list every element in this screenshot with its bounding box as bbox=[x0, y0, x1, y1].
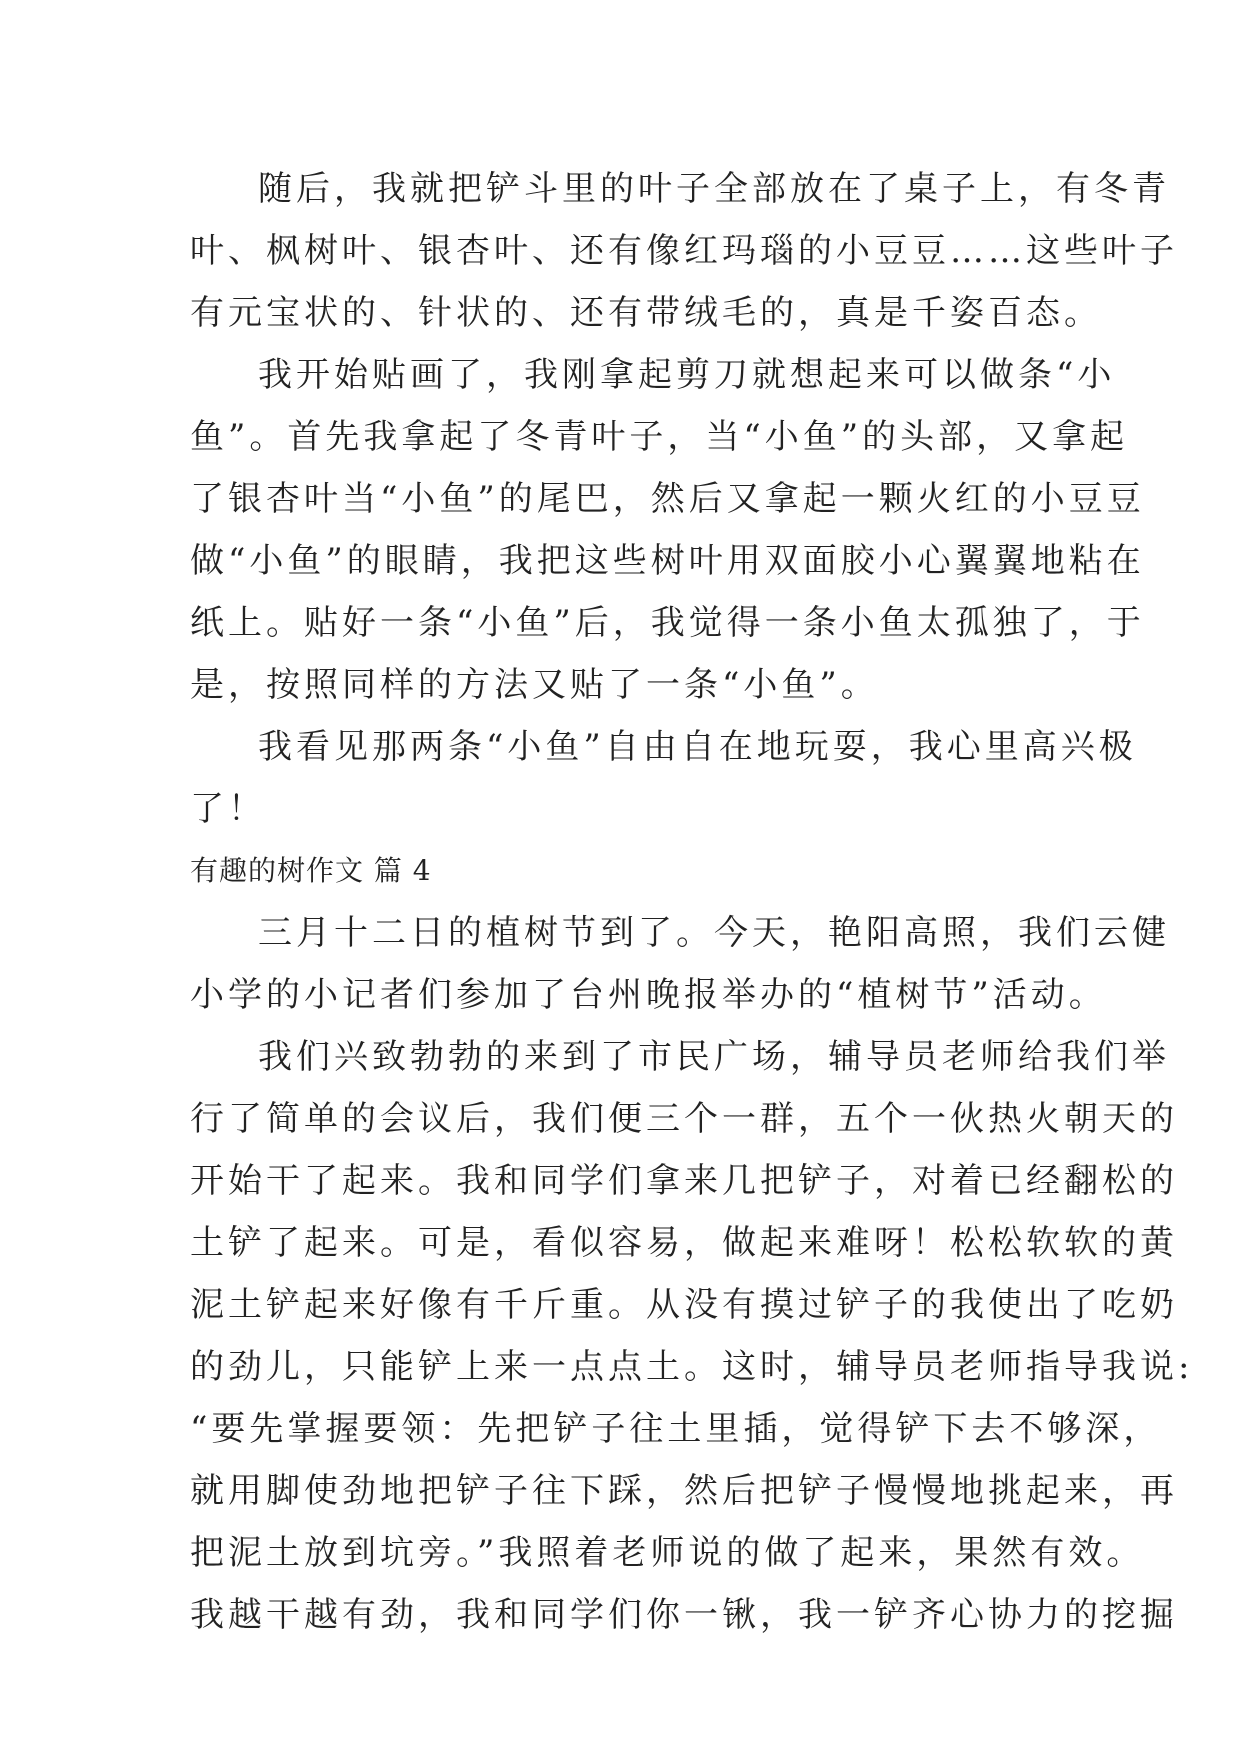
text-line: 泥土铲起来好像有千斤重。从没有摸过铲子的我使出了吃奶 bbox=[190, 1285, 1178, 1325]
text-line: “要先掌握要领：先把铲子往土里插，觉得铲下去不够深， bbox=[190, 1409, 1162, 1449]
paragraph-5 bbox=[190, 1026, 1194, 1646]
text-line: 土铲了起来。可是，看似容易，做起来难呀！松松软软的黄 bbox=[190, 1223, 1178, 1263]
text-line: 有元宝状的、针状的、还有带绒毛的，真是千姿百态。 bbox=[190, 293, 1102, 333]
text-line: 鱼”。首先我拿起了冬青叶子，当“小鱼”的头部，又拿起 bbox=[190, 417, 1129, 457]
text-line: 纸上。贴好一条“小鱼”后，我觉得一条小鱼太孤独了，于 bbox=[190, 603, 1145, 643]
text-line: 了！ bbox=[190, 789, 266, 829]
text-line: 的劲儿，只能铲上来一点点土。这时，辅导员老师指导我说: bbox=[190, 1347, 1194, 1387]
text-line: 开始干了起来。我和同学们拿来几把铲子，对着已经翻松的 bbox=[190, 1161, 1178, 1201]
text-line: 行了简单的会议后，我们便三个一群，五个一伙热火朝天的 bbox=[190, 1099, 1178, 1139]
text-line: 是，按照同样的方法又贴了一条“小鱼”。 bbox=[190, 665, 879, 705]
text-line: 叶、枫树叶、银杏叶、还有像红玛瑙的小豆豆……这些叶子 bbox=[190, 231, 1178, 271]
text-line: 我越干越有劲，我和同学们你一锹，我一铲齐心协力的挖掘 bbox=[190, 1595, 1178, 1635]
text-line: 了银杏叶当“小鱼”的尾巴，然后又拿起一颗火红的小豆豆 bbox=[190, 479, 1145, 519]
text-line: 就用脚使劲地把铲子往下踩，然后把铲子慢慢地挑起来，再 bbox=[190, 1471, 1178, 1511]
text-line: 我开始贴画了，我刚拿起剪刀就想起来可以做条“小 bbox=[258, 355, 1116, 395]
text-line: 随后，我就把铲斗里的叶子全部放在了桌子上，有冬青 bbox=[258, 169, 1170, 209]
text-line: 我们兴致勃勃的来到了市民广场，辅导员老师给我们举 bbox=[258, 1037, 1170, 1077]
text-line: 把泥土放到坑旁。”我照着老师说的做了起来，果然有效。 bbox=[190, 1533, 1145, 1573]
paragraph-1 bbox=[190, 158, 1178, 344]
paragraph-3 bbox=[190, 716, 1137, 840]
text-line: 小学的小记者们参加了台州晚报举办的“植树节”活动。 bbox=[190, 975, 1107, 1015]
paragraph-4 bbox=[190, 902, 1170, 1026]
document-body bbox=[190, 158, 1194, 1646]
text-line: 我看见那两条“小鱼”自由自在地玩耍，我心里高兴极 bbox=[258, 727, 1137, 767]
paragraph-2 bbox=[190, 344, 1145, 716]
text-line: 做“小鱼”的眼睛，我把这些树叶用双面胶小心翼翼地粘在 bbox=[190, 541, 1145, 581]
text-line: 三月十二日的植树节到了。今天，艳阳高照，我们云健 bbox=[258, 913, 1170, 953]
section-heading: 有趣的树作文 篇 4 bbox=[190, 854, 432, 887]
